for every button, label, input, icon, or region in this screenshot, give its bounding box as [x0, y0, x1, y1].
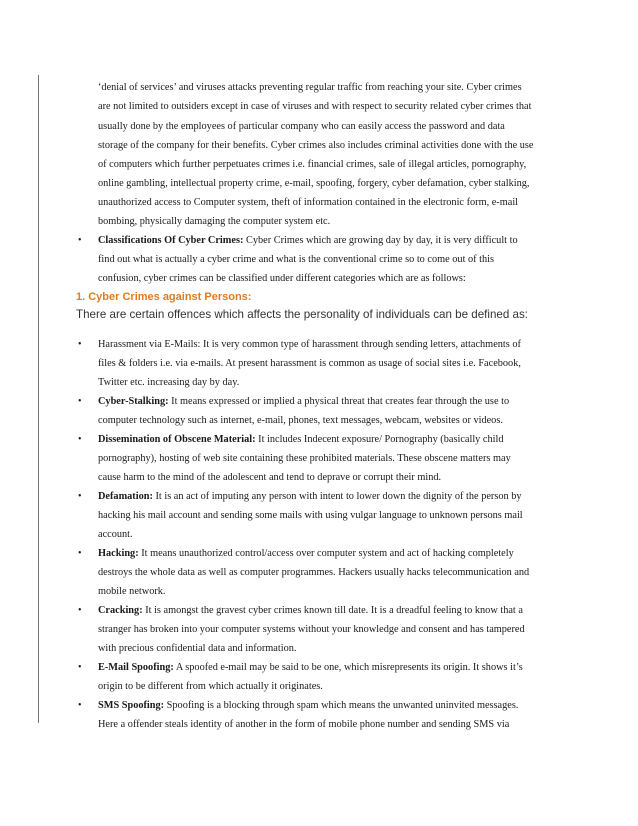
- classifications-term: Classifications Of Cyber Crimes:: [98, 235, 244, 246]
- item-text: A spoofed e-mail may be said to be one, which misrepresents its origin. It shows it’s: [173, 662, 523, 673]
- item-term: SMS Spoofing:: [98, 700, 165, 711]
- item-text: It means unauthorized control/access over computer system and act of hacking completely: [138, 548, 514, 559]
- item-term: E-Mail Spoofing:: [98, 662, 174, 673]
- section-heading: 1. Cyber Crimes against Persons:: [76, 291, 252, 303]
- para1-line-4: storage of the company for their benefits. Cyber crimes also includes criminal activities done with the use: [98, 140, 534, 151]
- bullet-icon: •: [78, 235, 82, 246]
- item-cracking-line-2: stranger has broken into your computer systems without your knowledge and consent and has tampered: [98, 624, 525, 635]
- para1-line-7: unauthorized access to Computer system, theft of information contained in the electronic form, e-mail: [98, 197, 519, 208]
- classifications-line-3: confusion, cyber crimes can be classified under different categories which are as follows:: [98, 273, 466, 284]
- para1-line-6: online gambling, intellectual property crime, e-mail, spoofing, forgery, cyber defamation, cyber stalking,: [98, 178, 530, 189]
- section-intro: There are certain offences which affects the personality of individuals can be defined as:: [76, 308, 528, 321]
- item-hacking-line-3: mobile network.: [98, 586, 166, 597]
- item-term: Defamation:: [98, 491, 153, 502]
- item-text: Spoofing is a blocking through spam which means the unwanted uninvited messages.: [164, 700, 519, 711]
- item-harassment-line-1: Harassment via E-Mails: It is very common type of harassment through sending letters, attachments of: [98, 339, 521, 350]
- bullet-icon: •: [78, 548, 82, 559]
- item-text: It means expressed or implied a physical threat that creates fear through the use to: [168, 396, 510, 407]
- item-sms-spoofing-line-1: [98, 699, 518, 713]
- bullet-icon: •: [78, 605, 82, 616]
- item-cyberstalking-line-1: [98, 395, 509, 409]
- para1-line-1: ‘denial of services’ and viruses attacks preventing regular traffic from reaching your site. Cyber crimes: [98, 82, 522, 93]
- item-email-spoofing-line-2: origin to be different from which actually it originates.: [98, 681, 323, 692]
- item-hacking-line-1: [98, 547, 514, 561]
- para1-line-5: of computers which further perpetuates crimes i.e. financial crimes, sale of illegal articles, pornography,: [98, 159, 527, 170]
- item-defamation-line-3: account.: [98, 529, 133, 540]
- classifications-text: Cyber Crimes which are growing day by day, it is very difficult to: [243, 235, 518, 246]
- item-text: It is amongst the gravest cyber crimes known till date. It is a dreadful feeling to know that a: [142, 605, 523, 616]
- bullet-icon: •: [78, 434, 82, 445]
- item-cracking-line-1: [98, 604, 523, 618]
- item-harassment-line-3: Twitter etc. increasing day by day.: [98, 377, 240, 388]
- item-defamation-line-1: [98, 490, 522, 504]
- item-defamation-line-2: hacking his mail account and sending some mails with using vulgar language to unknown persons mail: [98, 510, 523, 521]
- bullet-icon: •: [78, 491, 82, 502]
- item-cyberstalking-line-2: computer technology such as internet, e-mail, phones, text messages, webcam, websites or videos.: [98, 415, 503, 426]
- bullet-icon: •: [78, 339, 82, 350]
- item-term: Cracking:: [98, 605, 143, 616]
- item-dissemination-line-2: pornography), hosting of web site containing these prohibited materials. These obscene matters may: [98, 453, 511, 464]
- item-dissemination-line-1: [98, 433, 504, 447]
- item-email-spoofing-line-1: [98, 661, 523, 675]
- bullet-icon: •: [78, 662, 82, 673]
- item-text: It is an act of imputing any person with intent to lower down the dignity of the person by: [152, 491, 522, 502]
- item-text: It includes Indecent exposure/ Pornography (basically child: [255, 434, 504, 445]
- item-term: Cyber-Stalking:: [98, 396, 169, 407]
- margin-rule: [38, 75, 39, 723]
- item-harassment-line-2: files & folders i.e. via e-mails. At present harassment is common as usage of social sites i.e. Facebook,: [98, 358, 521, 369]
- item-term: Hacking:: [98, 548, 139, 559]
- para1-line-3: usually done by the employees of particular company who can easily access the password and data: [98, 121, 505, 132]
- item-term: Dissemination of Obscene Material:: [98, 434, 256, 445]
- item-dissemination-line-3: cause harm to the mind of the adolescent and tend to deprave or corrupt their mind.: [98, 472, 442, 483]
- bullet-icon: •: [78, 700, 82, 711]
- item-cracking-line-3: with precious confidential data and information.: [98, 643, 297, 654]
- classifications-line-1: [98, 234, 518, 248]
- para1-line-2: are not limited to outsiders except in case of viruses and with respect to security related cyber crimes that: [98, 101, 532, 112]
- para1-line-8: bombing, physically damaging the computer system etc.: [98, 216, 331, 227]
- bullet-icon: •: [78, 396, 82, 407]
- item-sms-spoofing-line-2: Here a offender steals identity of another in the form of mobile phone number and sending SMS via: [98, 719, 510, 730]
- classifications-line-2: find out what is actually a cyber crime and what is the conventional crime so to come out of this: [98, 254, 495, 265]
- item-hacking-line-2: destroys the whole data as well as computer programmes. Hackers usually hacks telecommunication and: [98, 567, 530, 578]
